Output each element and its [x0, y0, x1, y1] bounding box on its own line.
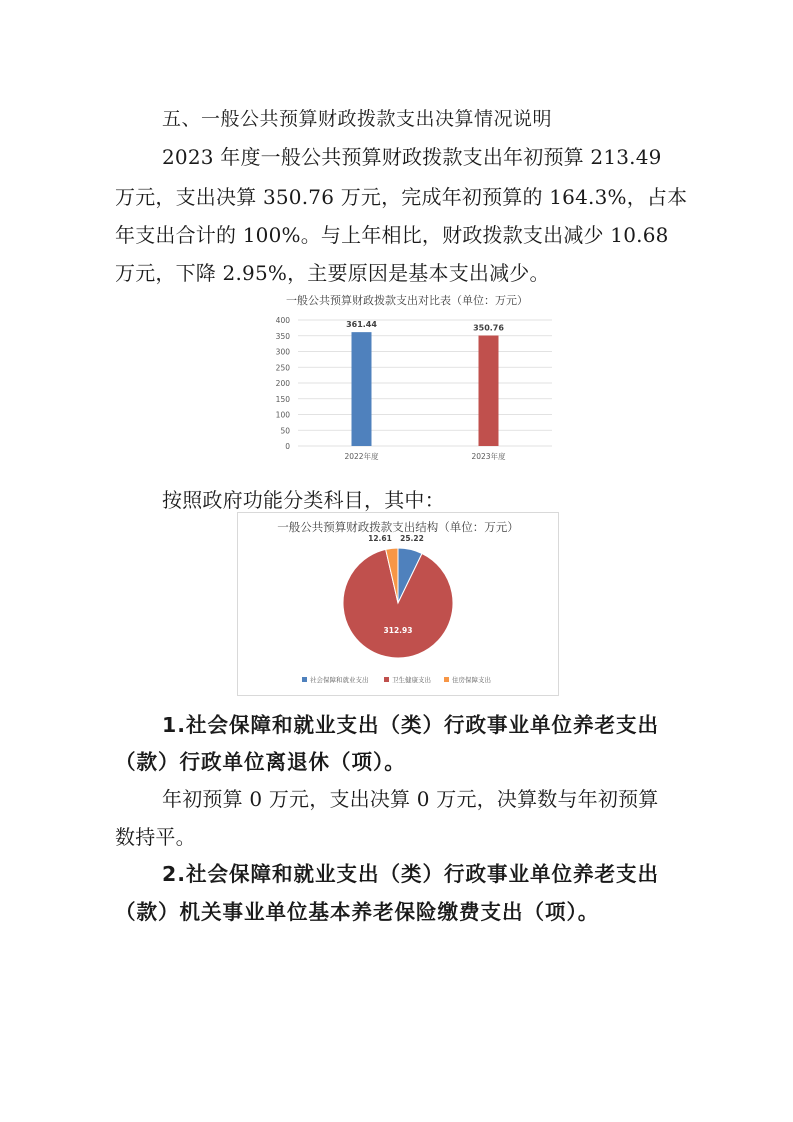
paragraph1-line-1: 2023 年度一般公共预算财政拨款支出年初预算 213.49 — [162, 145, 662, 169]
bar-value-label: 361.44 — [346, 320, 377, 330]
legend-label: 住房保障支出 — [452, 676, 491, 684]
paragraph1-line-2: 万元，支出决算 350.76 万元，完成年初预算的 164.3%，占本 — [115, 185, 688, 209]
paragraph1-line-3: 年支出合计的 100%。与上年相比，财政拨款支出减少 10.68 — [115, 223, 669, 247]
bar-ytick-label: 50 — [280, 426, 290, 436]
item1-title-line-1: 1.社会保障和就业支出（类）行政事业单位养老支出 — [162, 713, 660, 737]
bar-2 — [479, 336, 499, 446]
functional-intro: 按照政府功能分类科目，其中： — [162, 488, 445, 512]
legend-swatch — [444, 677, 449, 682]
bar-category-label: 2023年度 — [471, 452, 506, 461]
pie-value-label: 312.93 — [383, 626, 413, 635]
bar-value-label: 350.76 — [473, 323, 504, 333]
bar-ytick-label: 400 — [275, 316, 290, 325]
legend-label: 卫生健康支出 — [392, 676, 431, 684]
paragraph1-line-4: 万元，下降 2.95%，主要原因是基本支出减少。 — [115, 261, 550, 285]
pie-value-label: 12.61 — [368, 534, 392, 543]
legend-swatch — [384, 677, 389, 682]
bar-category-label: 2022年度 — [344, 452, 379, 461]
pie-chart-svg — [238, 513, 558, 695]
bar-chart — [256, 290, 558, 468]
bar-ytick-label: 200 — [275, 379, 290, 388]
section-heading: 五、一般公共预算财政拨款支出决算情况说明 — [162, 108, 553, 130]
bar-ytick-label: 350 — [275, 331, 290, 341]
item2-title-line-2: （款）机关事业单位基本养老保险缴费支出（项）。 — [115, 900, 600, 924]
bar-chart-title: 一般公共预算财政拨款支出对比表（单位：万元） — [286, 294, 528, 307]
item2-title-line-1: 2.社会保障和就业支出（类）行政事业单位养老支出 — [162, 862, 660, 886]
bar-chart-svg — [256, 290, 558, 468]
item1-title-line-2: （款）行政单位离退休（项）。 — [115, 750, 406, 774]
bar-ytick-label: 250 — [275, 363, 290, 373]
item1-body-line-1: 年初预算 0 万元，支出决算 0 万元，决算数与年初预算 — [162, 787, 659, 811]
bar-ytick-label: 150 — [275, 394, 290, 404]
bar-ytick-label: 0 — [285, 442, 290, 451]
bar-1 — [352, 332, 372, 446]
pie-chart-title: 一般公共预算财政拨款支出结构（单位：万元） — [277, 520, 519, 534]
bar-ytick-label: 100 — [275, 410, 290, 420]
legend-label: 社会保障和就业支出 — [310, 676, 369, 684]
legend-swatch — [302, 677, 307, 682]
pie-value-label: 25.22 — [400, 534, 424, 543]
item1-body-line-2: 数持平。 — [115, 825, 196, 849]
pie-chart — [237, 512, 559, 696]
bar-ytick-label: 300 — [275, 347, 290, 357]
